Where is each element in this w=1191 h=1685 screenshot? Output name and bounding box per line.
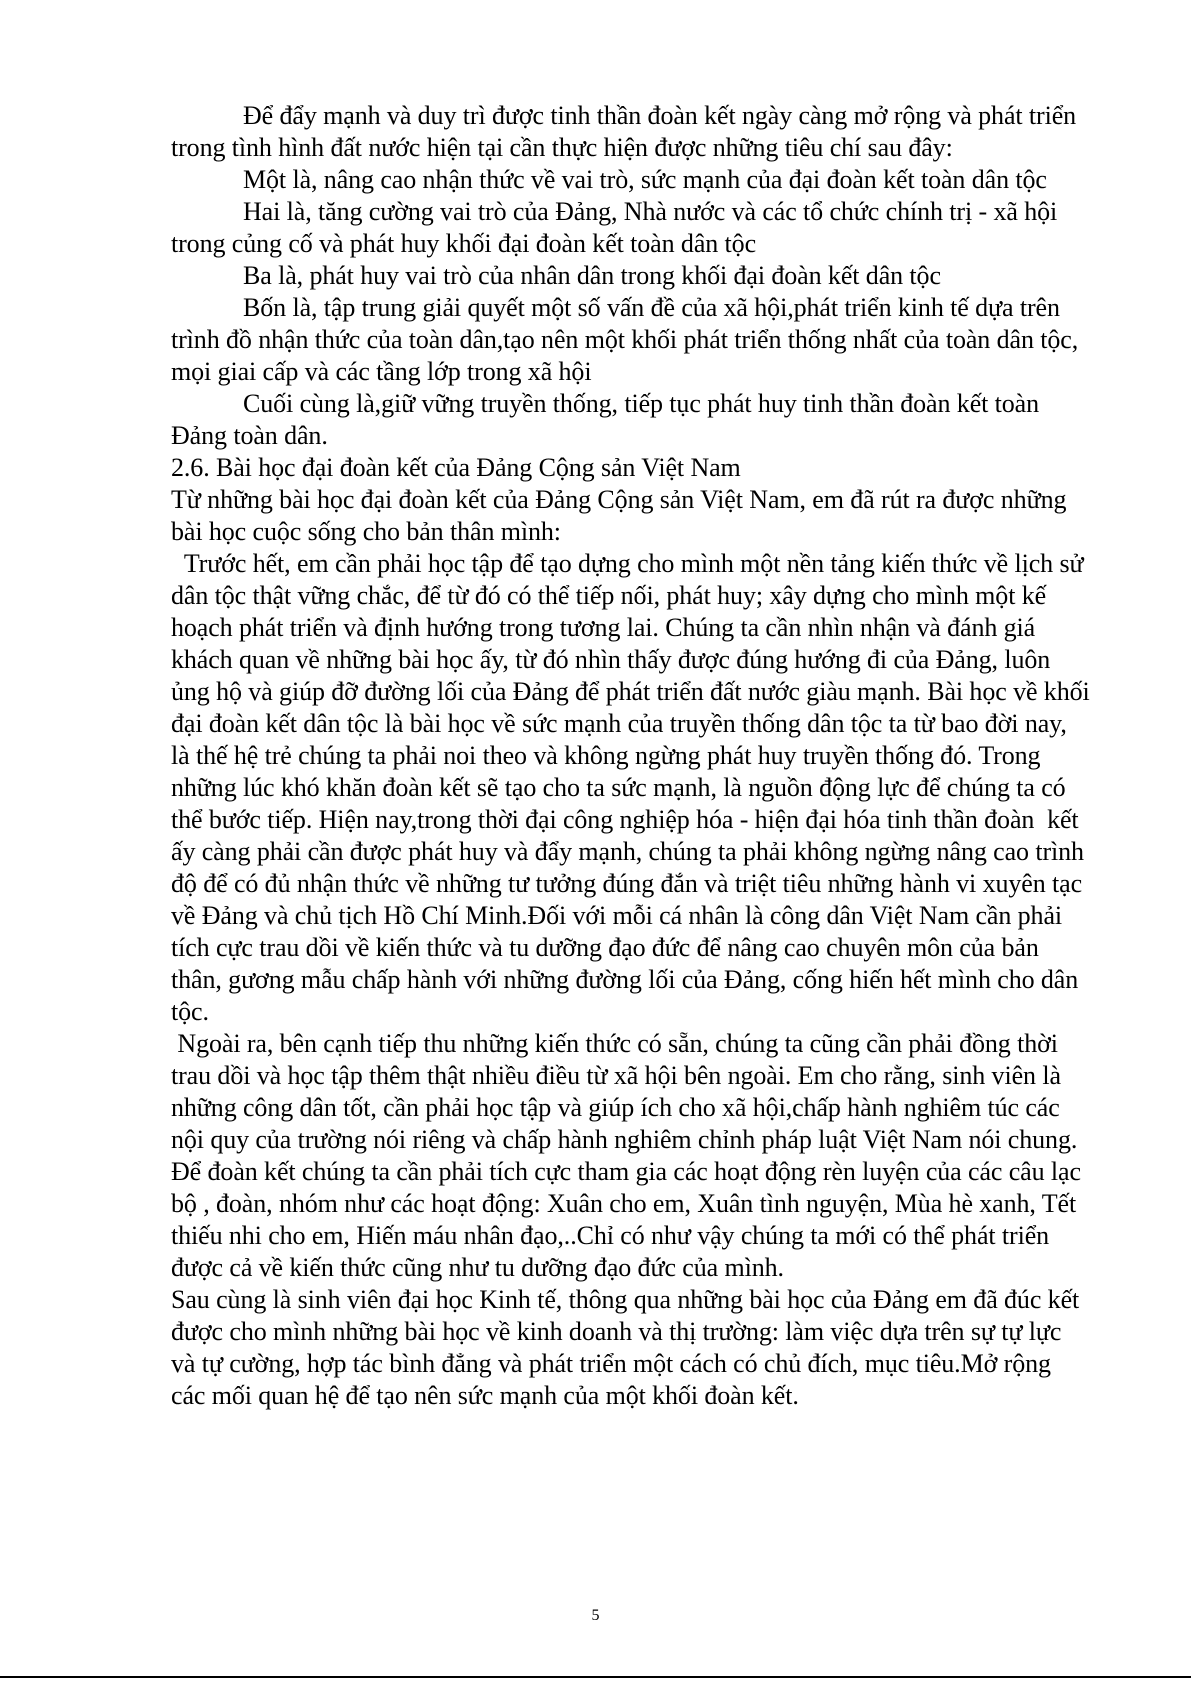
page-number: 5 [591,1607,600,1624]
paragraph-lessons-intro: Từ những bài học đại đoàn kết của Đảng Cộng sản Việt Nam, em đã rút ra được những bài học cuộc sống cho bản thân mình: [171,485,1073,546]
paragraph-criterion-1: Một là, nâng cao nhận thức về vai trò, sức mạnh của đại đoàn kết toàn dân tộc [243,165,1047,194]
paragraph-intro: Để đẩy mạnh và duy trì được tinh thần đoàn kết ngày càng mở rộng và phát triển trong tình hình đất nước hiện tại cần thực hiện được những tiêu chí sau đây: [171,101,1083,162]
section-heading-2-6: 2.6. Bài học đại đoàn kết của Đảng Cộng sản Việt Nam [171,453,741,482]
document-body [171,100,1097,1412]
paragraph-criterion-final: Cuối cùng là,giữ vững truyền thống, tiếp tục phát huy tinh thần đoàn kết toàn Đảng toàn dân. [171,389,1046,450]
paragraph-criterion-2: Hai là, tăng cường vai trò của Đảng, Nhà nước và các tổ chức chính trị - xã hội trong củng cố và phát huy khối đại đoàn kết toàn dân tộc [171,197,1064,258]
paragraph-criterion-4: Bốn là, tập trung giải quyết một số vấn đề của xã hội,phát triển kinh tế dựa trên trình đồ nhận thức của toàn dân,tạo nên một khối phát triển thống nhất của toàn dân tộc, mọi giai cấp và các tầng lớp trong xã hội [171,293,1085,386]
paragraph-criterion-3: Ba là, phát huy vai trò của nhân dân trong khối đại đoàn kết dân tộc [243,261,941,290]
paragraph-lesson-first: Trước hết, em cần phải học tập để tạo dựng cho mình một nền tảng kiến thức về lịch sử dân tộc thật vững chắc, để từ đó có thể tiếp nối, phát huy; xây dựng cho mình một kế hoạch phát triển và định hướng trong tương lai. Chúng ta cần nhìn nhận và đánh giá khách quan về những bài học ấy, từ đó nhìn thấy được đúng hướng đi của Đảng, luôn ủng hộ và giúp đỡ đường lối của Đảng để phát triển đất nước giàu mạnh. Bài học về khối đại đoàn kết dân tộc là bài học về sức mạnh của truyền thống dân tộc ta từ bao đời nay, là thế hệ trẻ chúng ta phải noi theo và không ngừng phát huy truyền thống đó. Trong những lúc khó khăn đoàn kết sẽ tạo cho ta sức mạnh, là nguồn động lực để chúng ta có thể bước tiếp. Hiện nay,trong thời đại công nghiệp hóa - hiện đại hóa tinh thần đoàn kết ấy càng phải cần được phát huy và đẩy mạnh, chúng ta phải không ngừng nâng cao trình độ để có đủ nhận thức về những tư tưởng đúng đắn và triệt tiêu những hành vi xuyên tạc về Đảng và chủ tịch Hồ Chí Minh.Đối với mỗi cá nhân là công dân Việt Nam cần phải tích cực trau dồi về kiến thức và tu dưỡng đạo đức để nâng cao chuyên môn của bản thân, gương mẫu chấp hành với những đường lối của Đảng, cống hiến hết mình cho dân tộc. [171,549,1097,1026]
paragraph-lesson-besides: Ngoài ra, bên cạnh tiếp thu những kiến thức có sẵn, chúng ta cũng cần phải đồng thời trau dồi và học tập thêm thật nhiều điều từ xã hội bên ngoài. Em cho rằng, sinh viên là những công dân tốt, cần phải học tập và giúp ích cho xã hội,chấp hành nghiêm túc các nội quy của trường nói riêng và chấp hành nghiêm chỉnh pháp luật Việt Nam nói chung. Để đoàn kết chúng ta cần phải tích cực tham gia các hoạt động rèn luyện của các câu lạc bộ , đoàn, nhóm như các hoạt động: Xuân cho em, Xuân tình nguyện, Mùa hè xanh, Tết thiếu nhi cho em, Hiến máu nhân đạo,..Chỉ có như vậy chúng ta mới có thể phát triển được cả về kiến thức cũng như tu dưỡng đạo đức của mình. [171,1029,1088,1282]
paragraph-lesson-final: Sau cùng là sinh viên đại học Kinh tế, thông qua những bài học của Đảng em đã đúc kết được cho mình những bài học về kinh doanh và thị trường: làm việc dựa trên sự tự lực và tự cường, hợp tác bình đẳng và phát triển một cách có chủ đích, mục tiêu.Mở rộng các mối quan hệ để tạo nên sức mạnh của một khối đoàn kết. [171,1285,1086,1410]
footer-divider [0,1676,1191,1678]
